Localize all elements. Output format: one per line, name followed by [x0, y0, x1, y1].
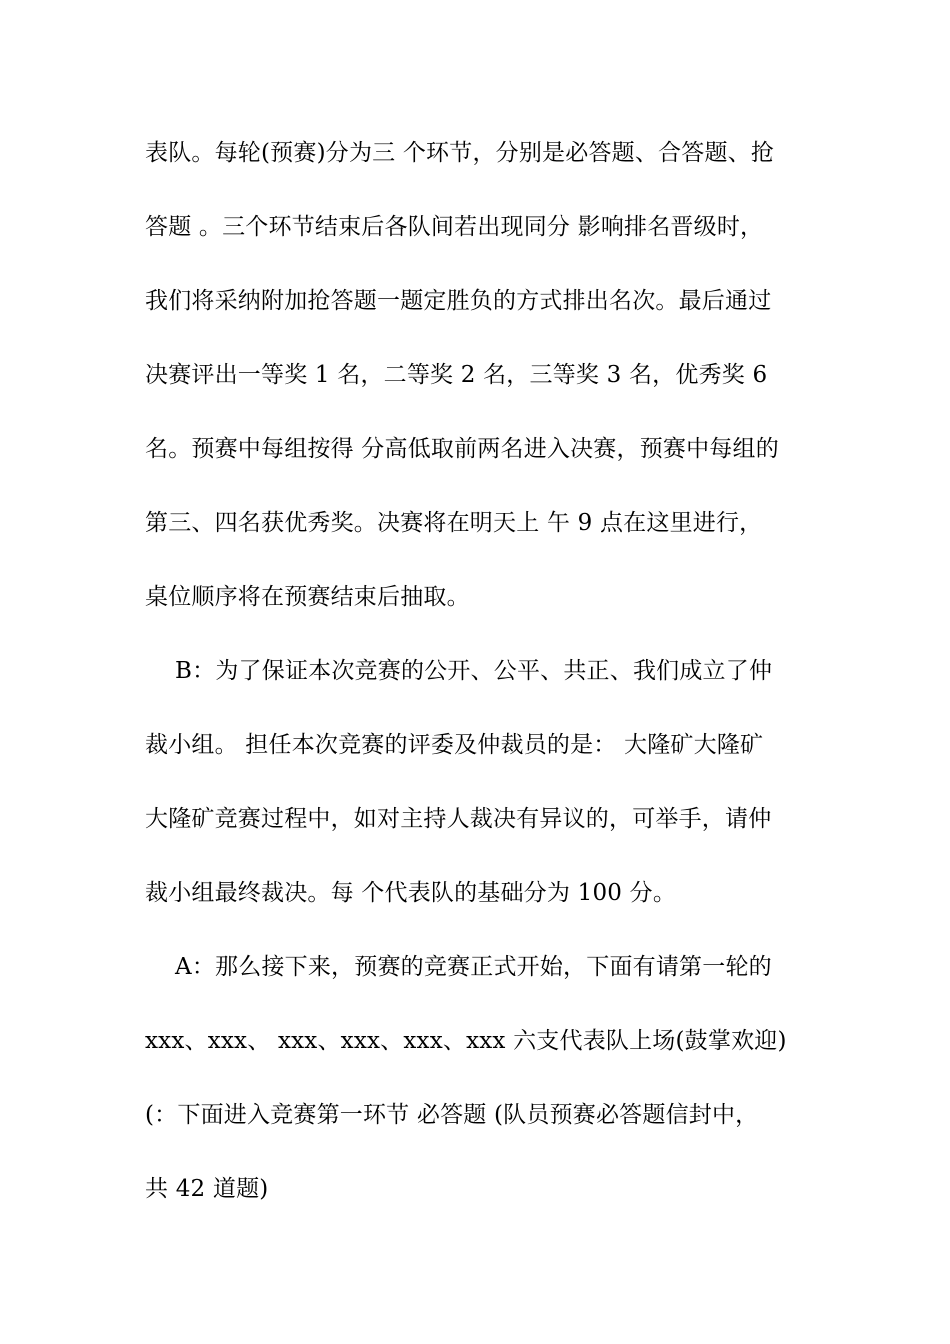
paragraph-line: 答题 。三个环节结束后各队间若出现同分 影响排名晋级时， — [145, 214, 764, 240]
paragraph-line: 裁小组最终裁决。每 个代表队的基础分为 100 分。 — [145, 880, 677, 906]
paragraph-line: 决赛评出一等奖 1 名，二等奖 2 名，三等奖 3 名，优秀奖 6 — [145, 362, 768, 388]
paragraph-line: 第三、四名获优秀奖。决赛将在明天上 午 9 点在这里进行， — [145, 510, 763, 536]
paragraph-line: 桌位顺序将在预赛结束后抽取。 — [145, 584, 470, 610]
paragraph-line: B：为了保证本次竞赛的公开、公平、共正、我们成立了仲 — [145, 658, 773, 684]
paragraph-line: 大隆矿竞赛过程中，如对主持人裁决有异议的，可举手，请仲 — [145, 806, 772, 832]
paragraph-line: 我们将采纳附加抢答题一题定胜负的方式排出名次。最后通过 — [145, 288, 772, 314]
paragraph-line: 表队。每轮(预赛)分为三 个环节，分别是必答题、合答题、抢 — [145, 140, 775, 166]
paragraph-line: xxx、xxx、 xxx、xxx、xxx、xxx 六支代表队上场(鼓掌欢迎) — [145, 1028, 787, 1054]
paragraph-line: (：下面进入竞赛第一环节 必答题 (队员预赛必答题信封中， — [145, 1102, 759, 1128]
paragraph-line: 共 42 道题) — [145, 1176, 269, 1202]
paragraph-line: A：那么接下来，预赛的竞赛正式开始，下面有请第一轮的 — [145, 954, 772, 980]
paragraph-line: 名。预赛中每组按得 分高低取前两名进入决赛，预赛中每组的 — [145, 436, 779, 462]
paragraph-line: 裁小组。 担任本次竞赛的评委及仲裁员的是： 大隆矿大隆矿 — [145, 732, 764, 758]
